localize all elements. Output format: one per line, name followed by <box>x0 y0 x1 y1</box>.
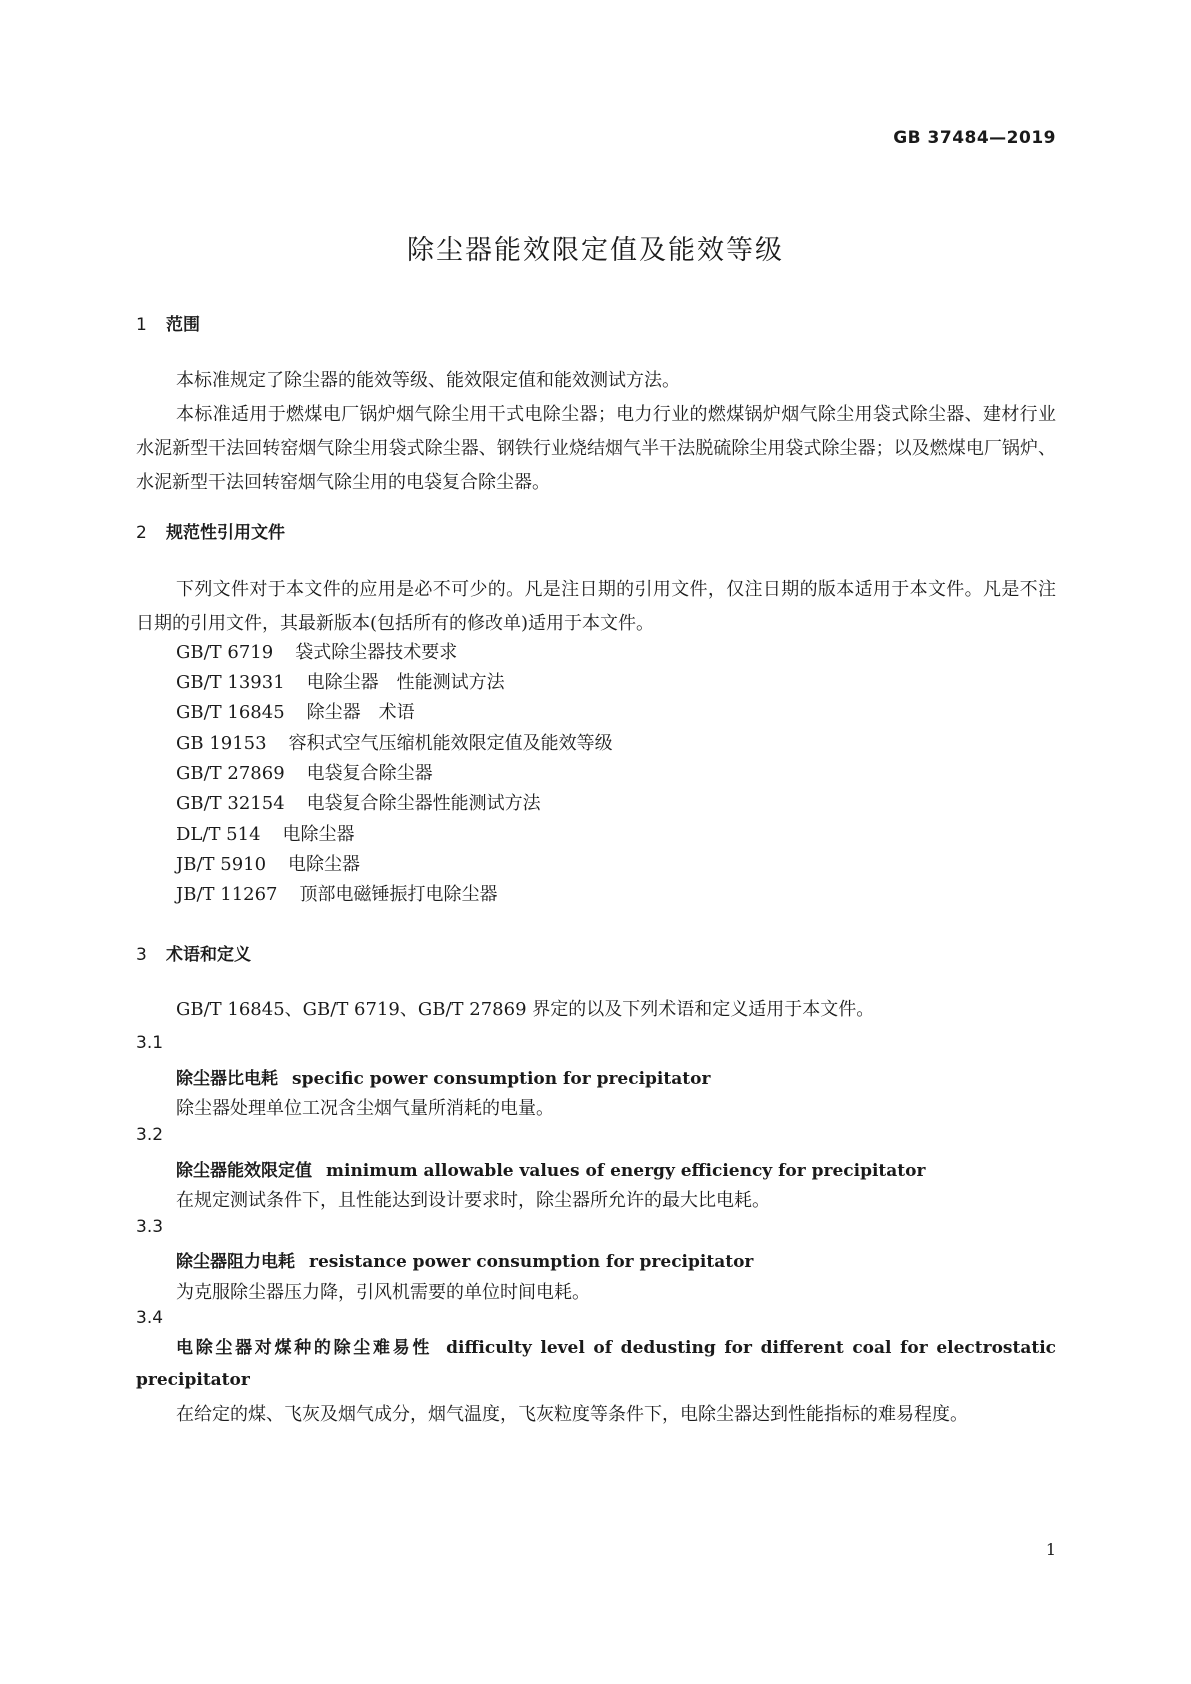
term-number: 3.2 <box>136 1125 164 1145</box>
section-1-body <box>136 364 1056 500</box>
reference-title: 电除尘器 性能测试方法 <box>306 672 505 693</box>
term-number: 3.4 <box>136 1308 164 1328</box>
reference-code: JB/T 5910 <box>176 854 267 875</box>
term-en: minimum allowable values of energy efficiency for precipitator <box>326 1161 926 1181</box>
section-title: 范围 <box>166 315 200 335</box>
reference-code: GB/T 32154 <box>176 793 285 814</box>
reference-title: 电袋复合除尘器 <box>306 763 433 784</box>
reference-code: DL/T 514 <box>176 824 261 845</box>
standard-code: GB 37484—2019 <box>893 128 1056 148</box>
reference-title: 电除尘器 <box>282 824 355 845</box>
paragraph: 下列文件对于本文件的应用是必不可少的。凡是注日期的引用文件，仅注日期的版本适用于本文件。凡是不注日期的引用文件，其最新版本(包括所有的修改单)适用于本文件。 <box>136 579 1056 634</box>
reference-code: GB/T 16845 <box>176 702 285 723</box>
term-number: 3.1 <box>136 1033 164 1053</box>
section-3-intro: GB/T 16845、GB/T 6719、GB/T 27869 界定的以及下列术语和定义适用于本文件。 <box>176 999 875 1020</box>
reference-code: GB/T 6719 <box>176 642 274 663</box>
term-definition: 为克服除尘器压力降，引风机需要的单位时间电耗。 <box>176 1282 590 1303</box>
term-definition: 在规定测试条件下，且性能达到设计要求时，除尘器所允许的最大比电耗。 <box>176 1190 770 1211</box>
term-zh: 电除尘器对煤种的除尘难易性 <box>176 1338 433 1358</box>
term-definition: 除尘器处理单位工况含尘烟气量所消耗的电量。 <box>176 1098 554 1119</box>
reference-code: JB/T 11267 <box>176 884 278 905</box>
reference-item <box>176 638 457 664</box>
section-number: 3 <box>136 945 147 965</box>
section-number: 1 <box>136 315 147 335</box>
paragraph: 本标准适用于燃煤电厂锅炉烟气除尘用干式电除尘器；电力行业的燃煤锅炉烟气除尘用袋式除尘器、建材行业水泥新型干法回转窑烟气除尘用袋式除尘器、钢铁行业烧结烟气半干法脱硫除尘用袋式除尘器；以及燃煤电厂锅炉、水泥新型干法回转窑烟气除尘用的电袋复合除尘器。 <box>136 404 1056 493</box>
page-number: 1 <box>1045 1540 1056 1559</box>
reference-title: 电袋复合除尘器性能测试方法 <box>306 793 541 814</box>
reference-item <box>176 850 360 876</box>
reference-item <box>176 820 355 846</box>
section-title: 术语和定义 <box>166 945 251 965</box>
term-heading <box>176 1247 753 1272</box>
reference-item <box>176 759 433 785</box>
reference-code: GB 19153 <box>176 733 267 754</box>
reference-item <box>176 668 505 694</box>
term-heading <box>176 1064 710 1089</box>
section-1-heading <box>136 310 200 335</box>
reference-code: GB/T 13931 <box>176 672 285 693</box>
term-number: 3.3 <box>136 1217 164 1237</box>
term-en: specific power consumption for precipitator <box>292 1069 711 1089</box>
reference-title: 袋式除尘器技术要求 <box>295 642 458 663</box>
reference-item <box>176 729 613 755</box>
document-title: 除尘器能效限定值及能效等级 <box>407 235 784 266</box>
term-definition: 在给定的煤、飞灰及烟气成分，烟气温度，飞灰粒度等条件下，电除尘器达到性能指标的难易程度。 <box>176 1404 968 1425</box>
reference-title: 顶部电磁锤振打电除尘器 <box>299 884 498 905</box>
section-number: 2 <box>136 523 147 543</box>
term-en: difficulty level of dedusting for different coal for electrostatic precipitator <box>136 1338 1057 1390</box>
section-title: 规范性引用文件 <box>166 523 285 543</box>
paragraph: 本标准规定了除尘器的能效等级、能效限定值和能效测试方法。 <box>176 370 680 391</box>
term-zh: 除尘器阻力电耗 <box>176 1252 295 1272</box>
section-3-heading <box>136 940 251 965</box>
section-2-intro <box>136 573 1056 641</box>
reference-title: 容积式空气压缩机能效限定值及能效等级 <box>288 733 613 754</box>
term-en: resistance power consumption for precipitator <box>309 1252 754 1272</box>
reference-item <box>176 880 498 906</box>
reference-item <box>176 789 541 815</box>
section-2-heading <box>136 518 285 543</box>
reference-item <box>176 698 415 724</box>
reference-code: GB/T 27869 <box>176 763 285 784</box>
term-heading <box>136 1332 1056 1396</box>
term-heading <box>176 1156 925 1181</box>
reference-title: 除尘器 术语 <box>306 702 415 723</box>
term-zh: 除尘器比电耗 <box>176 1069 278 1089</box>
reference-title: 电除尘器 <box>288 854 361 875</box>
term-zh: 除尘器能效限定值 <box>176 1161 312 1181</box>
